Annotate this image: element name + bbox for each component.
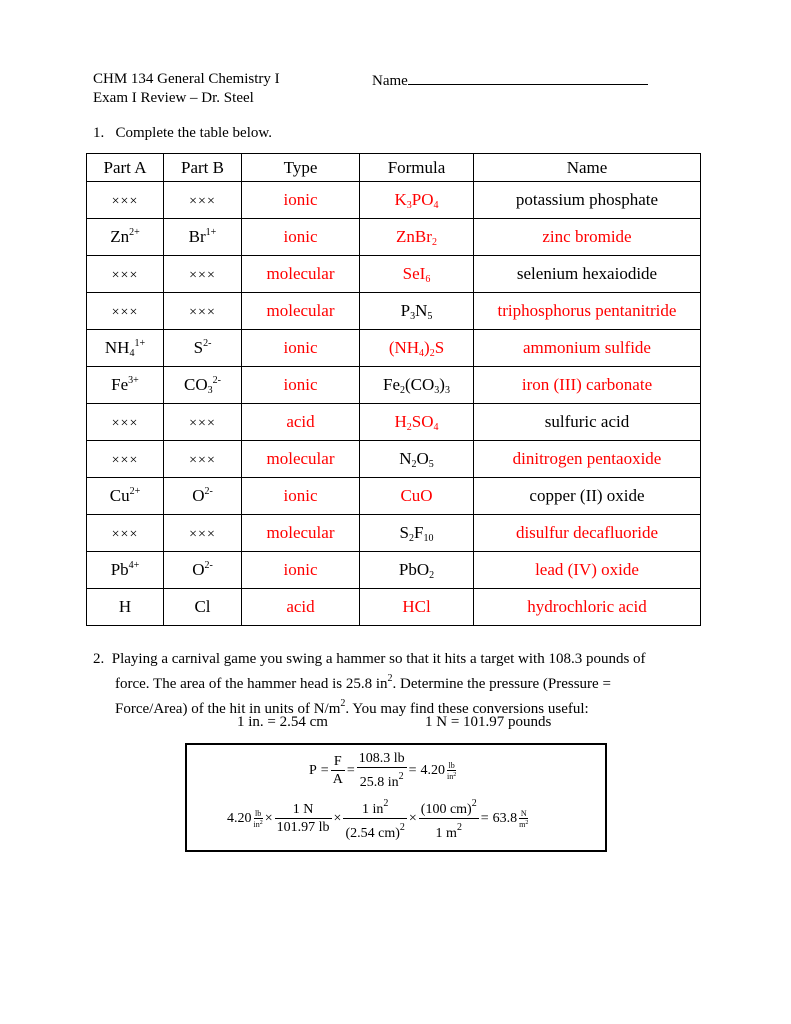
exam-subtitle: Exam I Review – Dr. Steel [93, 90, 254, 106]
formula-text: SeI [402, 263, 426, 283]
part-b-cell [164, 256, 242, 293]
type-cell: molecular [242, 515, 360, 552]
part-a-cell-symbol: H [118, 597, 132, 616]
formula-subscript: 3 [444, 384, 450, 396]
table-row [87, 552, 701, 589]
pressure-symbol: P [309, 762, 317, 778]
formula-subscript: 6 [425, 273, 431, 285]
cm-exponent-2: 2 [471, 798, 477, 809]
table-row [87, 515, 701, 552]
part-b-cell-symbol: O [192, 560, 205, 579]
table-row [87, 441, 701, 478]
name-cell: copper (II) oxide [474, 478, 701, 515]
part-a-cell-symbol: ××× [111, 194, 139, 209]
question-2-number: 2. [93, 651, 105, 667]
result-lb-per-in2: 4.20 [420, 762, 446, 778]
m2-value [419, 819, 479, 842]
part-a-cell-symbol: NH [104, 337, 130, 357]
table-row [87, 589, 701, 626]
formula-subscript: 5 [428, 458, 434, 470]
cm-exponent: 2 [399, 822, 405, 833]
formula-text: Fe [383, 374, 401, 394]
part-a-cell-symbol: Pb [110, 560, 129, 579]
table-header-row [87, 154, 701, 182]
part-a-cell [87, 404, 164, 441]
unit-in-2: in [253, 819, 260, 829]
part-b-cell [164, 515, 242, 552]
unit-in: in [447, 771, 454, 781]
unit-m2 [519, 819, 528, 829]
header-name: Name [474, 154, 701, 182]
part-b-cell-symbol: ××× [189, 453, 216, 468]
part-b-cell-charge: 1+ [205, 227, 217, 238]
part-b-cell [164, 589, 242, 626]
solution-line-1 [307, 750, 456, 791]
name-cell: sulfuric acid [474, 404, 701, 441]
type-cell: ionic [242, 182, 360, 219]
solution-box [185, 743, 607, 852]
name-label: Name [372, 73, 408, 89]
formula-subscript: 5 [427, 310, 433, 322]
area-value [357, 768, 407, 791]
formula-cell [360, 219, 474, 256]
header-part-b: Part B [164, 154, 242, 182]
part-b-cell [164, 219, 242, 256]
part-b-cell [164, 552, 242, 589]
part-b-cell-symbol: CO [184, 374, 208, 394]
formula-text: (NH [388, 337, 420, 357]
type-cell: ionic [242, 552, 360, 589]
unit-in2-2 [254, 819, 263, 829]
part-b-cell-symbol: O [192, 486, 205, 505]
part-a-cell [87, 441, 164, 478]
part-a-cell-symbol: Zn [110, 227, 130, 246]
formula-cell [360, 441, 474, 478]
part-b-cell [164, 367, 242, 404]
unit-lb-2: lb [255, 808, 262, 818]
formula-cell [360, 367, 474, 404]
start-value: 4.20 [227, 810, 252, 826]
question-1-number: 1. [93, 125, 105, 141]
part-a-cell [87, 589, 164, 626]
part-b-cell-symbol: Cl [194, 597, 211, 616]
force-area-values [357, 750, 407, 791]
part-a-cell-charge: 3+ [128, 375, 139, 386]
formula-text: PO [411, 189, 434, 209]
formula-cell [360, 182, 474, 219]
part-b-cell-charge: 2- [204, 486, 213, 497]
formula-text: P [400, 300, 411, 320]
unit-m: m [519, 819, 526, 829]
part-a-cell-symbol: ××× [111, 453, 139, 468]
part-b-cell [164, 293, 242, 330]
formula-subscript: 4 [433, 421, 439, 433]
formula-subscript: 10 [423, 532, 434, 544]
formula-text: K [394, 189, 407, 209]
question-2-text-1: Playing a carnival game you swing a hammer so that it hits a target with 108.3 pounds of [111, 651, 646, 667]
part-b-cell-charge: 2- [212, 374, 221, 386]
type-cell: molecular [242, 293, 360, 330]
part-a-cell [87, 219, 164, 256]
formula-text: N [415, 300, 428, 320]
name-field [372, 70, 648, 90]
unit-in2 [447, 771, 456, 781]
name-cell: potassium phosphate [474, 182, 701, 219]
part-b-cell-symbol: ××× [189, 305, 216, 320]
area-symbol: A [332, 772, 343, 787]
formula-subscript: 2 [429, 347, 435, 359]
formula-text: N [399, 448, 412, 468]
formula-cell [360, 330, 474, 367]
unit-lb-per-in2 [447, 761, 456, 781]
formula-text: ZnBr [396, 226, 432, 246]
name-cell: triphosphorus pentanitride [474, 293, 701, 330]
times-sign: × [408, 810, 417, 826]
part-a-cell [87, 367, 164, 404]
name-cell: ammonium sulfide [474, 330, 701, 367]
part-a-cell [87, 515, 164, 552]
type-cell: acid [242, 589, 360, 626]
m-exponent: 2 [456, 822, 462, 833]
formula-cell [360, 589, 474, 626]
part-a-cell-symbol: Cu [109, 486, 130, 505]
formula-text: HCl [402, 597, 431, 616]
part-a-cell [87, 293, 164, 330]
formula-subscript: 4 [419, 347, 425, 359]
newton-value: 1 N [275, 801, 332, 819]
unit-n-per-m2 [519, 809, 528, 829]
question-2-sup-2: 2 [387, 673, 393, 684]
cm-text-2: (100 cm) [420, 802, 472, 817]
area-value-text: 25.8 in [359, 775, 399, 790]
formula-text: ) [424, 337, 430, 357]
question-2-text-3b: . You may find these conversions useful: [345, 701, 589, 717]
part-a-cell-symbol: ××× [111, 527, 139, 542]
table-row [87, 404, 701, 441]
type-cell: acid [242, 404, 360, 441]
table-row [87, 219, 701, 256]
name-cell: disulfur decafluoride [474, 515, 701, 552]
formula-subscript: 2 [429, 569, 435, 581]
part-a-cell [87, 182, 164, 219]
force-over-area [331, 753, 345, 788]
formula-text: O [416, 448, 429, 468]
formula-text: H [394, 411, 407, 431]
table-row [87, 256, 701, 293]
equals-sign: = [346, 762, 355, 778]
formula-subscript: 3 [434, 384, 440, 396]
in2-value [343, 795, 406, 819]
in-text: 1 in [361, 802, 384, 817]
part-b-cell [164, 330, 242, 367]
part-a-cell-symbol: Fe [111, 375, 129, 394]
formula-text: (CO [405, 374, 435, 394]
part-a-cell-charge: 1+ [134, 337, 146, 349]
part-a-cell-symbol: ××× [111, 305, 139, 320]
formula-cell [360, 515, 474, 552]
formula-text: S [434, 337, 445, 357]
unit-in-exponent: 2 [453, 771, 457, 778]
type-cell: ionic [242, 330, 360, 367]
header-formula: Formula [360, 154, 474, 182]
course-title: CHM 134 General Chemistry I [93, 71, 280, 87]
part-a-cell [87, 478, 164, 515]
unit-in-exponent-2: 2 [259, 819, 263, 826]
type-cell: ionic [242, 478, 360, 515]
part-a-cell-charge: 2+ [129, 486, 141, 497]
question-2-text-2b: . Determine the pressure (Pressure = [392, 676, 611, 692]
equals-sign: = [408, 762, 417, 778]
type-cell: ionic [242, 219, 360, 256]
part-b-cell [164, 182, 242, 219]
formula-cell [360, 404, 474, 441]
question-2 [93, 650, 693, 719]
formula-text: S [399, 522, 409, 542]
question-2-text-3a: Force/Area) of the hit in units of N/m [115, 701, 341, 717]
part-b-cell-subscript: 3 [207, 384, 213, 396]
part-b-cell-symbol: ××× [189, 527, 216, 542]
part-b-cell-symbol: Br [188, 227, 206, 246]
formula-subscript: 2 [411, 458, 417, 470]
times-sign: × [333, 810, 342, 826]
formula-text: PbO [398, 559, 430, 579]
in-exponent: 2 [383, 798, 389, 809]
cm2-per-m2 [419, 795, 479, 842]
cm-text: (2.54 cm) [345, 826, 400, 841]
part-b-cell-charge: 2- [204, 560, 213, 571]
table-row [87, 478, 701, 515]
question-2-sup-3: 2 [340, 698, 346, 709]
name-cell: zinc bromide [474, 219, 701, 256]
solution-line-2 [225, 795, 528, 842]
name-cell: dinitrogen pentaoxide [474, 441, 701, 478]
question-2-line-1 [93, 650, 693, 669]
equals-sign: = [480, 810, 489, 826]
header-part-a: Part A [87, 154, 164, 182]
formula-subscript: 3 [406, 199, 412, 211]
part-b-cell [164, 404, 242, 441]
table-row [87, 330, 701, 367]
part-b-cell-symbol: ××× [189, 194, 216, 209]
formula-subscript: 2 [400, 384, 406, 396]
question-2-line-3 [93, 694, 693, 719]
newton-per-pound [275, 801, 332, 836]
part-b-cell [164, 441, 242, 478]
formula-subscript: 2 [431, 236, 437, 248]
m-text: 1 m [435, 826, 457, 841]
question-1-text: Complete the table below. [115, 125, 272, 141]
unit-lb: lb [448, 760, 455, 770]
formula-subscript: 2 [409, 532, 414, 544]
part-a-cell-charge: 2+ [129, 227, 140, 238]
part-a-cell [87, 552, 164, 589]
formula-text: SO [411, 411, 434, 431]
header-type: Type [242, 154, 360, 182]
type-cell: molecular [242, 441, 360, 478]
conversion-newton-pound: 1 N = 101.97 pounds [425, 714, 552, 730]
cm2-value-2 [419, 795, 479, 819]
name-cell: hydrochloric acid [474, 589, 701, 626]
part-b-cell-symbol: S [193, 338, 204, 357]
in2-per-cm2 [343, 795, 406, 842]
formula-cell [360, 293, 474, 330]
question-2-text-2a: force. The area of the hammer head is 25.8 in [115, 676, 388, 692]
unit-n: N [520, 808, 527, 818]
force-symbol: F [331, 753, 345, 771]
part-b-cell-symbol: ××× [189, 416, 216, 431]
part-a-cell [87, 330, 164, 367]
formula-text: F [414, 522, 424, 542]
table-row [87, 367, 701, 404]
force-value: 108.3 lb [358, 751, 405, 766]
name-cell: lead (IV) oxide [474, 552, 701, 589]
formula-cell [360, 478, 474, 515]
unit-m-exponent: 2 [525, 819, 529, 826]
formula-text: CuO [400, 486, 433, 505]
part-b-cell [164, 478, 242, 515]
table-row [87, 293, 701, 330]
times-sign: × [264, 810, 273, 826]
formula-subscript: 4 [433, 199, 439, 211]
part-b-cell-symbol: ××× [189, 268, 216, 283]
type-cell: molecular [242, 256, 360, 293]
formula-cell [360, 552, 474, 589]
name-cell: selenium hexaiodide [474, 256, 701, 293]
pound-value: 101.97 lb [276, 820, 330, 835]
equals-sign: = [320, 762, 329, 778]
nomenclature-table [86, 153, 701, 626]
part-a-cell-charge: 4+ [128, 560, 140, 571]
name-underline [408, 70, 648, 85]
question-2-line-2 [93, 669, 693, 694]
formula-text: ) [439, 374, 445, 394]
part-b-cell-charge: 2- [203, 338, 212, 349]
part-a-cell-symbol: ××× [111, 268, 139, 283]
part-a-cell-subscript: 4 [129, 347, 135, 359]
name-cell: iron (III) carbonate [474, 367, 701, 404]
question-1 [93, 124, 272, 143]
formula-subscript: 3 [410, 310, 416, 322]
table-row [87, 182, 701, 219]
formula-subscript: 2 [406, 421, 412, 433]
cm2-value [343, 819, 406, 842]
part-a-cell [87, 256, 164, 293]
part-a-cell-symbol: ××× [111, 416, 139, 431]
result-n-per-m2: 63.8 [492, 810, 518, 826]
conversion-inch-cm: 1 in. = 2.54 cm [237, 714, 328, 730]
formula-cell [360, 256, 474, 293]
unit-lb-per-in2-2 [254, 809, 263, 829]
area-exponent: 2 [398, 771, 404, 782]
type-cell: ionic [242, 367, 360, 404]
